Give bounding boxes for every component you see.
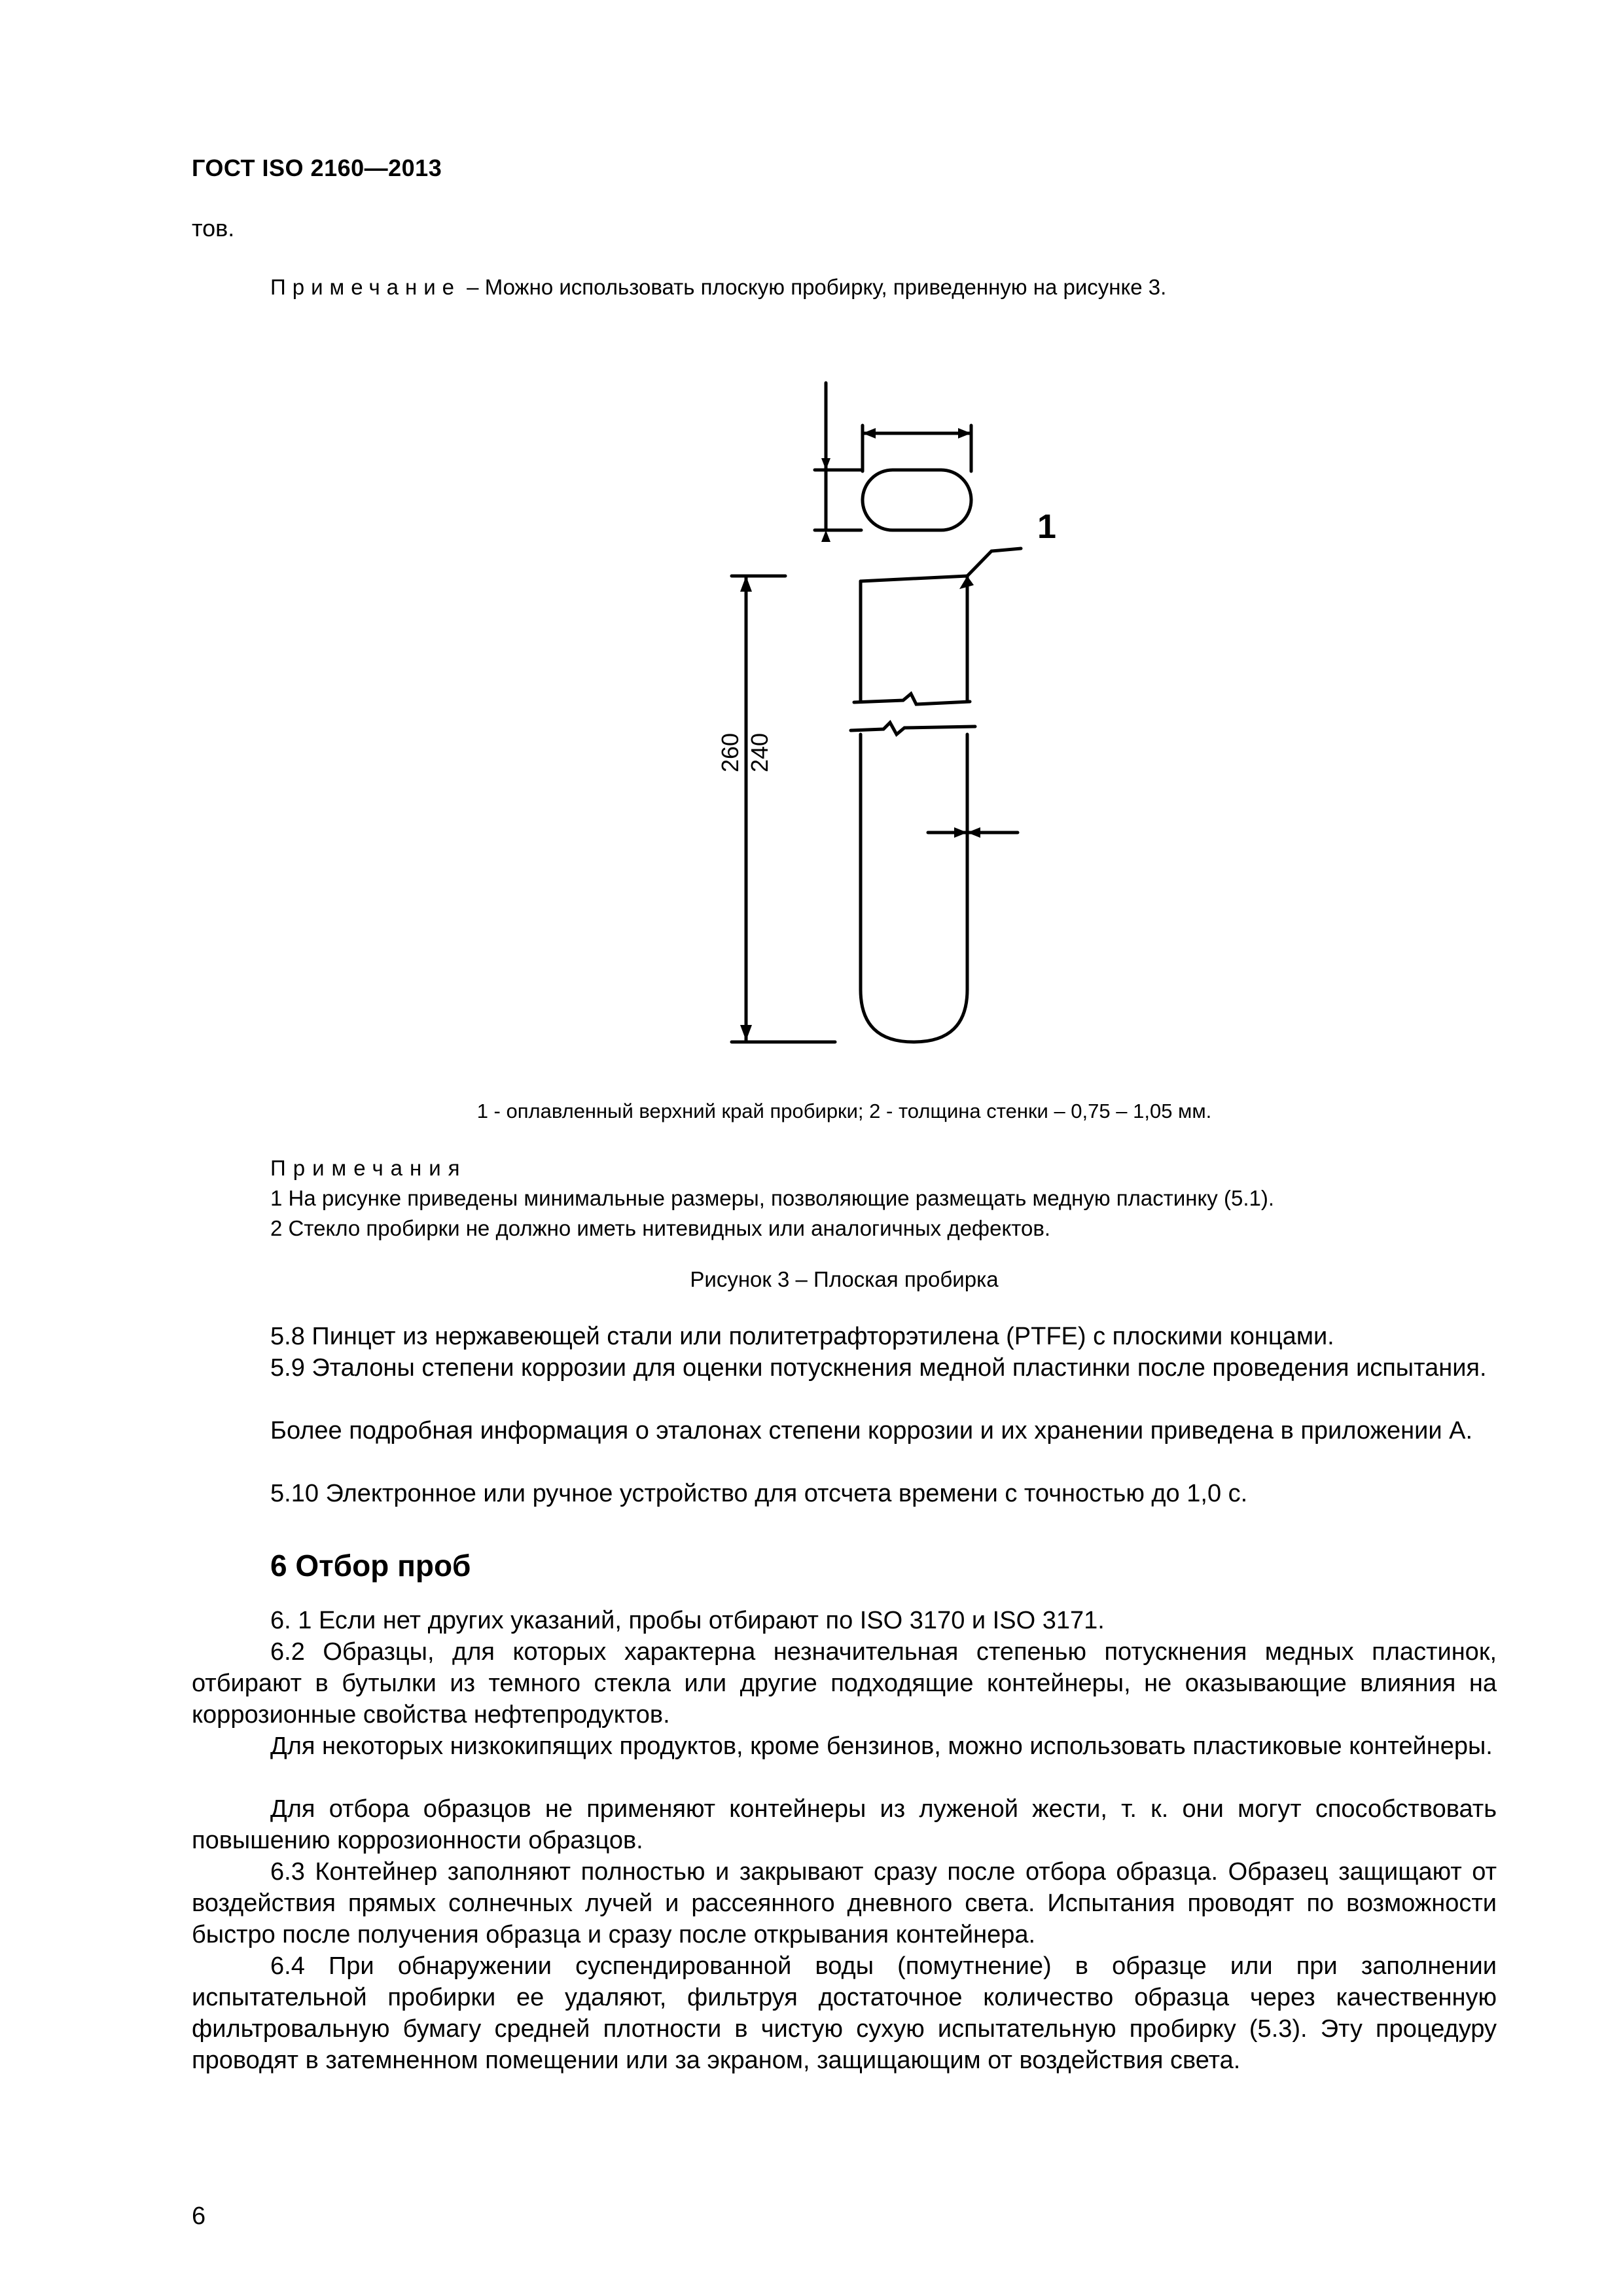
paragraph-6-3: 6.3 Контейнер заполняют полностью и закрывают сразу после отбора образца. Образец защищают от воздействия прямых солнечных лучей и рассеянного дневного света. Испытания проводят по возможности быстро после получения образца и сразу после открывания контейнера. xyxy=(192,1858,1497,1948)
dimension-label-260: 260 xyxy=(717,732,743,773)
page-number: 6 xyxy=(192,2202,206,2230)
paragraph-6-2-tin: Для отбора образцов не применяют контейнеры из луженой жести, т. к. они могут способствовать повышению коррозионности образцов. xyxy=(192,1795,1497,1854)
top-note-text: – Можно использовать плоскую пробирку, приведенную на рисунке 3. xyxy=(461,275,1167,299)
paragraph-6-4: 6.4 При обнаружении суспендированной воды (помутнение) в образце или при заполнении испытательной пробирки ее удаляют, фильтруя достаточное количество образца через качественную фильтровальную бумагу средней плотности в чистую сухую испытательную пробирку (5.3). Эту процедуру проводят в затемненном помещении или за экраном, защищающим от воздействия света. xyxy=(192,1952,1497,2074)
paragraph-6-1: 6. 1 Если нет других указаний, пробы отбирают по ISO 3170 и ISO 3171. xyxy=(270,1607,1105,1634)
paragraph-5-8: 5.8 Пинцет из нержавеющей стали или политетрафторэтилена (PTFE) с плоскими концами. xyxy=(270,1323,1334,1350)
figure-note-2: 2 Стекло пробирки не должно иметь нитевидных или аналогичных дефектов. xyxy=(270,1216,1051,1240)
tube-cross-section xyxy=(863,470,971,530)
paragraph-5-9-details: Более подробная информация о эталонах степени коррозии и их хранении приведена в приложении А. xyxy=(270,1417,1473,1444)
paragraph-6-2-plastic: Для некоторых низкокипящих продуктов, кроме бензинов, можно использовать пластиковые контейнеры. xyxy=(270,1732,1493,1760)
paragraph-5-9: 5.9 Эталоны степени коррозии для оценки потускнения медной пластинки после проведения испытания. xyxy=(270,1354,1487,1382)
figure-note-1: 1 На рисунке приведены минимальные размеры, позволяющие размещать медную пластинку (5.1). xyxy=(270,1186,1275,1210)
dimension-label-240: 240 xyxy=(746,732,773,773)
tube-top-rim xyxy=(861,576,967,581)
top-note-label: Примечание xyxy=(270,275,461,299)
paragraph-6-2: 6.2 Образцы, для которых характерна незначительная степенью потускнения медных пластинок, отбирают в бутылки из темного стекла или другие подходящие контейнеры, не оказывающие влияния на коррозионные свойства нефтепродуктов. xyxy=(192,1638,1497,1729)
section-6-title: 6 Отбор проб xyxy=(270,1549,471,1583)
figure-notes-title: Примечания xyxy=(270,1156,467,1180)
figure-legend: 1 - оплавленный верхний край пробирки; 2 - толщина стенки – 0,75 – 1,05 мм. xyxy=(476,1100,1212,1122)
continuation-text: тов. xyxy=(192,215,235,242)
callout-leader xyxy=(967,548,1021,576)
document-header: ГОСТ ISO 2160—2013 xyxy=(192,154,442,181)
figure-title: Рисунок 3 – Плоская пробирка xyxy=(690,1267,999,1291)
tube-lower-body xyxy=(861,734,967,1042)
callout-label-1: 1 xyxy=(1037,508,1056,546)
figure-flat-tube-drawing xyxy=(687,367,1158,1060)
paragraph-5-10: 5.10 Электронное или ручное устройство для отсчета времени с точностью до 1,0 с. xyxy=(270,1480,1248,1507)
top-note xyxy=(270,275,1166,300)
